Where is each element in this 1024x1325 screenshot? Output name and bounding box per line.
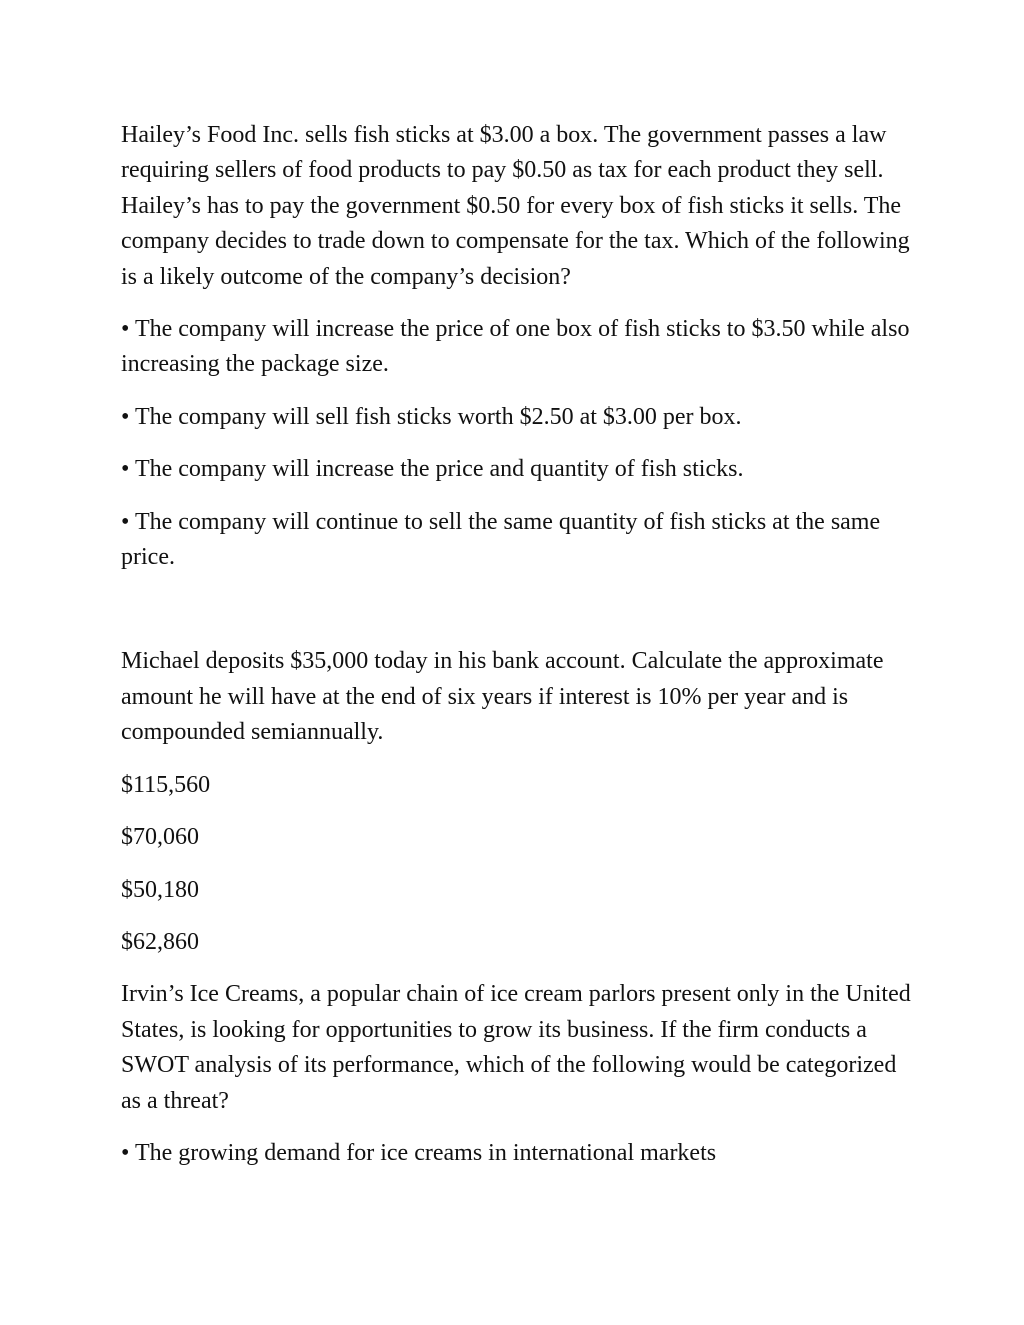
question-1	[121, 118, 911, 575]
question-1-option-4: • The company will continue to sell the same quantity of fish sticks at the same price.	[121, 508, 881, 571]
section-spacer	[121, 592, 911, 644]
question-1-option-2: • The company will sell fish sticks worth $2.50 at $3.00 per box.	[121, 403, 742, 430]
question-1-prompt: Hailey’s Food Inc. sells fish sticks at $3.00 a box. The government passes a law requiring sellers of food products to pay $0.50 as tax for each product they sell. Hailey’s has to pay the government $0.50 for every box of fish sticks it sells. The company decides to trade down to compensate for the tax. Which of the following is a likely outcome of the company’s decision?	[121, 122, 910, 290]
question-3	[121, 977, 911, 1171]
question-1-option-1: • The company will increase the price of one box of fish sticks to $3.50 while also increasing the package size.	[121, 316, 910, 378]
question-2-prompt: Michael deposits $35,000 today in his bank account. Calculate the approximate amount he will have at the end of six years if interest is 10% per year and is compounded semiannually.	[121, 648, 884, 746]
question-2-option-1: $115,560	[121, 771, 211, 798]
question-2	[121, 644, 911, 960]
document-page	[121, 118, 911, 1188]
question-2-option-2: $70,060	[121, 824, 199, 851]
question-3-prompt: Irvin’s Ice Creams, a popular chain of ice cream parlors present only in the United States, is looking for opportunities to grow its business. If the firm conducts a SWOT analysis of its performance, which of the following would be categorized as a threat?	[121, 981, 911, 1114]
question-1-option-3: • The company will increase the price and quantity of fish sticks.	[121, 456, 744, 483]
question-3-option-1: • The growing demand for ice creams in international markets	[121, 1139, 717, 1166]
question-2-option-4: $62,860	[121, 928, 199, 955]
question-2-option-3: $50,180	[121, 876, 199, 903]
